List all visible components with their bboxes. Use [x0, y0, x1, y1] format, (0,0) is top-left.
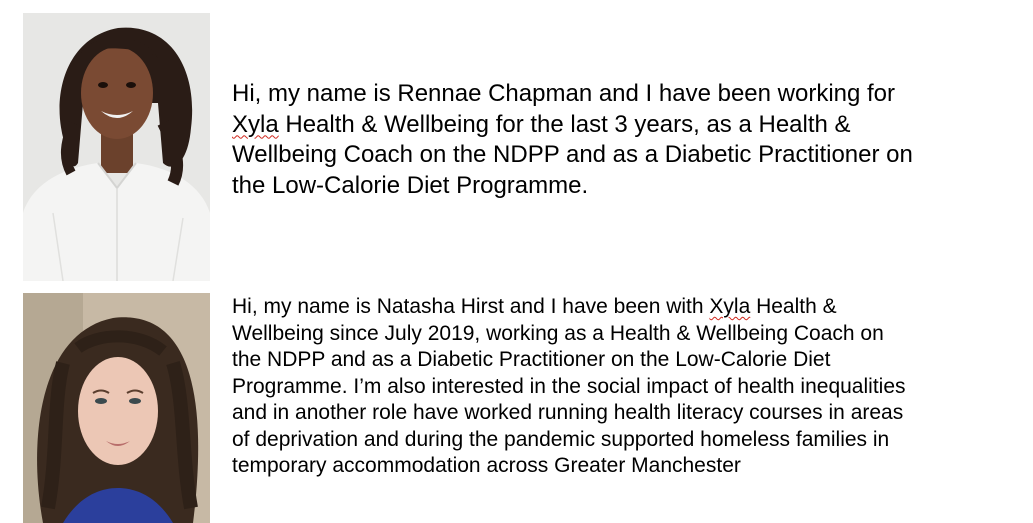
bio-text: Hi, my name is Natasha Hirst and I have been with: [232, 295, 710, 318]
spellcheck-flagged-word: Xyla: [709, 295, 751, 318]
bio-text: Health & Wellbeing since July 2019, working as a Health & Wellbeing Coach on the NDPP and as a Diabetic Practitioner on the Low-Calorie Diet Programme. I’m also interested in the social impact of health inequalities and in another role have worked running health literacy courses in areas of deprivation and during the pandemic supported homeless families in temporary accommodation across Greater Manchester: [232, 295, 906, 477]
portrait-rennae: [23, 13, 210, 281]
bio-text: Hi, my name is Rennae Chapman and I have been working for: [232, 80, 896, 107]
profile-photo: [23, 13, 210, 281]
spellcheck-flagged-word: Xyla: [232, 110, 279, 138]
profile-bio: [232, 79, 1012, 201]
portrait-natasha: [23, 293, 210, 523]
profile-photo: [23, 293, 210, 523]
profile-bio: [232, 294, 1027, 480]
bio-text: Health & Wellbeing for the last 3 years, as a Health & Wellbeing Coach on the NDPP and as a Diabetic Practitioner on the Low-Calorie Diet Programme.: [232, 110, 913, 199]
